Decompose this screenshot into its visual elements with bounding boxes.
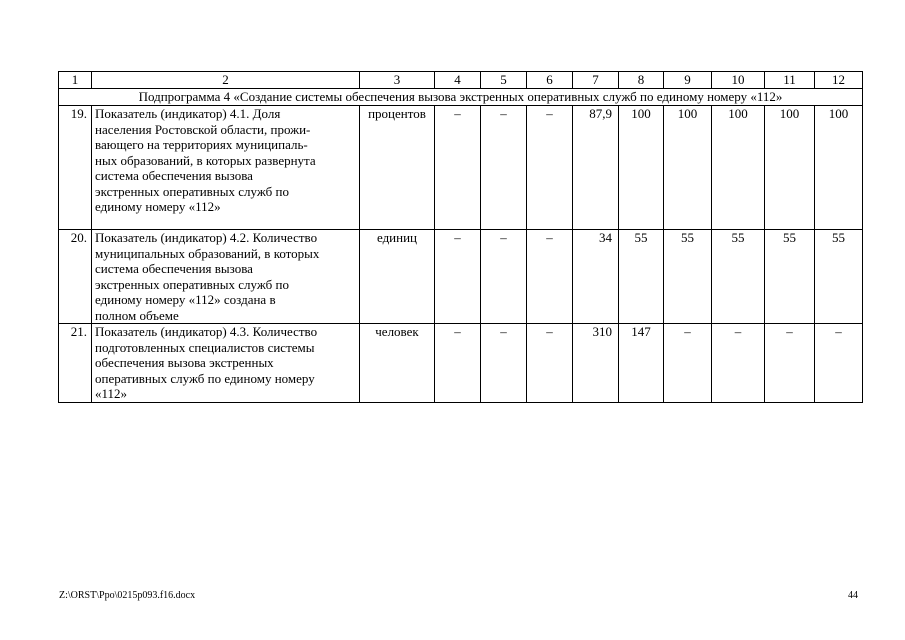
description-line: экстренных оперативных служб по	[95, 183, 289, 199]
value-cell: 55	[619, 230, 664, 324]
value-cell: 310	[573, 324, 619, 403]
value-cell: 147	[619, 324, 664, 403]
row-number: 21.	[59, 324, 92, 403]
value-cell: 100	[815, 106, 863, 230]
description-line: вающего на территориях муниципаль-	[95, 137, 308, 152]
value-cell: –	[435, 106, 481, 230]
description-line: ных образований, в которых развернута	[95, 152, 316, 168]
description-line: оперативных служб по единому номеру	[95, 370, 315, 386]
description-line: Показатель (индикатор) 4.1. Доля	[95, 106, 281, 121]
subprogram-row	[59, 89, 863, 106]
value-cell: 100	[619, 106, 664, 230]
unit-cell: человек	[360, 324, 435, 403]
column-number-row	[59, 72, 863, 89]
column-header: 1	[59, 72, 92, 89]
description-line: единому номеру «112» создана в	[95, 292, 276, 307]
page-number: 44	[848, 590, 858, 601]
description-line: «112»	[95, 386, 128, 401]
unit-cell: процентов	[360, 106, 435, 230]
value-cell: –	[765, 324, 815, 403]
column-header: 9	[664, 72, 712, 89]
unit-cell: единиц	[360, 230, 435, 324]
value-cell: 100	[664, 106, 712, 230]
value-cell: –	[435, 230, 481, 324]
value-cell: –	[481, 324, 527, 403]
indicator-description	[92, 230, 360, 324]
value-cell: –	[481, 230, 527, 324]
column-header: 2	[92, 72, 360, 89]
value-cell: 55	[765, 230, 815, 324]
column-header: 7	[573, 72, 619, 89]
subprogram-title: Подпрограмма 4 «Создание системы обеспечения вызова экстренных оперативных служб по единому номеру «112»	[59, 89, 863, 106]
footer-file-path: Z:\ORST\Ppo\0215p093.f16.docx	[59, 590, 196, 601]
description-line: система обеспечения вызова	[95, 168, 253, 183]
description-line: муниципальных образований, в которых	[95, 245, 320, 261]
value-cell: 100	[765, 106, 815, 230]
indicator-description	[92, 324, 360, 403]
value-cell: –	[664, 324, 712, 403]
value-cell: 55	[664, 230, 712, 324]
description-line: экстренных оперативных служб по	[95, 276, 289, 292]
value-cell: –	[527, 106, 573, 230]
row-number: 19.	[59, 106, 92, 230]
value-cell: –	[481, 106, 527, 230]
table-row	[59, 324, 863, 403]
description-line: обеспечения вызова экстренных	[95, 355, 274, 370]
description-line: подготовленных специалистов системы	[95, 339, 315, 355]
value-cell: 34	[573, 230, 619, 324]
column-header: 6	[527, 72, 573, 89]
description-line: единому номеру «112»	[95, 199, 221, 214]
column-header: 8	[619, 72, 664, 89]
description-line: система обеспечения вызова	[95, 261, 253, 276]
value-cell: 87,9	[573, 106, 619, 230]
column-header: 12	[815, 72, 863, 89]
value-cell: –	[527, 324, 573, 403]
value-cell: –	[435, 324, 481, 403]
table-row	[59, 230, 863, 324]
indicator-description	[92, 106, 360, 230]
column-header: 11	[765, 72, 815, 89]
value-cell: –	[527, 230, 573, 324]
table-row	[59, 106, 863, 230]
value-cell: –	[712, 324, 765, 403]
column-header: 4	[435, 72, 481, 89]
value-cell: 55	[815, 230, 863, 324]
column-header: 10	[712, 72, 765, 89]
value-cell: 100	[712, 106, 765, 230]
indicator-table	[58, 71, 863, 403]
description-line: Показатель (индикатор) 4.3. Количество	[95, 324, 318, 339]
description-line: населения Ростовской области, прожи-	[95, 121, 311, 137]
row-number: 20.	[59, 230, 92, 324]
description-line: Показатель (индикатор) 4.2. Количество	[95, 230, 318, 245]
column-header: 5	[481, 72, 527, 89]
value-cell: –	[815, 324, 863, 403]
value-cell: 55	[712, 230, 765, 324]
description-line: полном объеме	[95, 307, 179, 323]
column-header: 3	[360, 72, 435, 89]
